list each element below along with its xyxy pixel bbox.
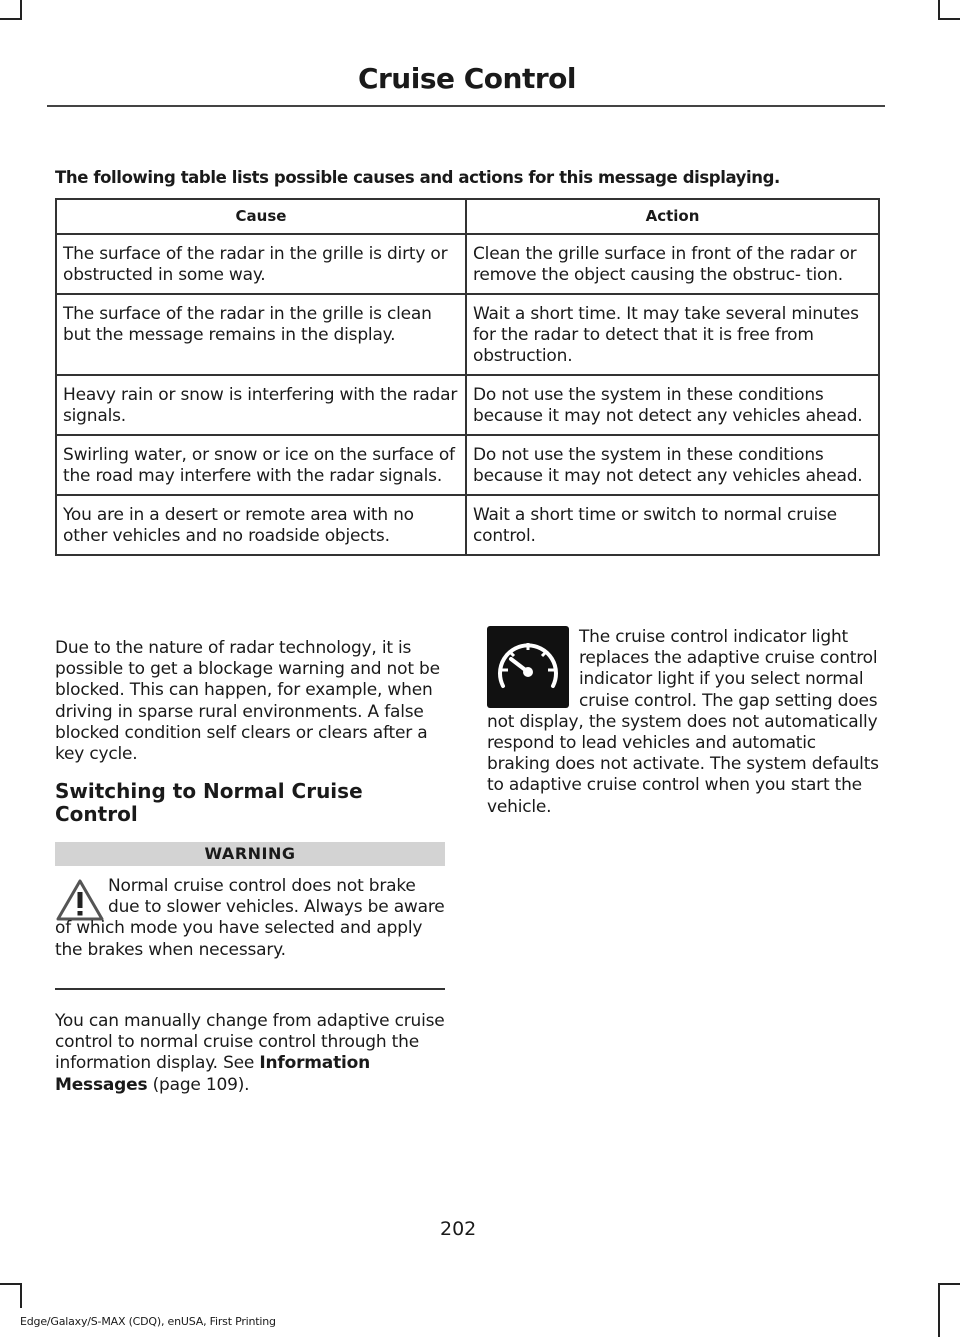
page-reference: (page 109). bbox=[147, 1074, 250, 1095]
warning-icon-spacer bbox=[55, 876, 108, 918]
indicator-body: The cruise control indicator light replaces the adaptive cruise control indicator light if you select normal cruise control. The gap setting does not display, the system does not automatically respond to lead vehicles and automatic braking does not activate. The system defaults to adaptive cruise control when you start the vehicle. bbox=[487, 627, 879, 817]
crop-mark bbox=[0, 1283, 22, 1285]
action-cell: Do not use the system in these conditions because it may not detect any vehicles ahead. bbox=[466, 375, 879, 435]
action-cell: Clean the grille surface in front of the radar or remove the object causing the obstruc- tion. bbox=[466, 234, 879, 294]
table-row bbox=[56, 495, 879, 555]
radar-blockage-paragraph: Due to the nature of radar technology, it is possible to get a blockage warning and not be blocked. This can happen, for example, when driving in sparse rural environments. A false blocked condition self clears or clears after a key cycle. bbox=[55, 638, 440, 765]
action-cell: Wait a short time or switch to normal cruise control. bbox=[466, 495, 879, 555]
action-cell: Wait a short time. It may take several minutes for the radar to detect that it is free from obstruction. bbox=[466, 294, 879, 375]
column-header-cause: Cause bbox=[56, 199, 466, 234]
page-number: 202 bbox=[440, 1218, 477, 1240]
cause-cell: Swirling water, or snow or ice on the surface of the road may interfere with the radar signals. bbox=[56, 435, 466, 495]
table-row bbox=[56, 234, 879, 294]
table-row bbox=[56, 294, 879, 375]
title-divider bbox=[47, 105, 885, 107]
crop-mark bbox=[938, 0, 940, 20]
section-heading: Switching to Normal Cruise Control bbox=[55, 779, 363, 826]
information-messages-link[interactable]: Information Messages bbox=[55, 1053, 370, 1095]
table-row bbox=[56, 435, 879, 495]
crop-mark bbox=[938, 18, 960, 20]
crop-mark bbox=[0, 18, 22, 20]
causes-actions-table bbox=[55, 198, 880, 556]
cause-cell: Heavy rain or snow is interfering with the radar signals. bbox=[56, 375, 466, 435]
manual-switch-paragraph bbox=[55, 1011, 447, 1096]
cause-cell: The surface of the radar in the grille is dirty or obstructed in some way. bbox=[56, 234, 466, 294]
crop-mark bbox=[20, 1283, 22, 1308]
table-row bbox=[56, 375, 879, 435]
warning-text bbox=[55, 876, 447, 961]
cause-cell: You are in a desert or remote area with no other vehicles and no roadside objects. bbox=[56, 495, 466, 555]
indicator-icon-spacer bbox=[487, 627, 579, 711]
cause-cell: The surface of the radar in the grille is clean but the message remains in the display. bbox=[56, 294, 466, 375]
warning-body: Normal cruise control does not brake due to slower vehicles. Always be aware of which mode you have selected and apply the brakes when necessary. bbox=[55, 876, 445, 960]
warning-label: WARNING bbox=[55, 842, 445, 866]
edition-footer: Edge/Galaxy/S-MAX (CDQ), enUSA, First Printing bbox=[20, 1315, 276, 1328]
crop-mark bbox=[938, 1283, 940, 1337]
column-header-action: Action bbox=[466, 199, 879, 234]
warning-divider bbox=[55, 988, 445, 990]
action-cell: Do not use the system in these conditions because it may not detect any vehicles ahead. bbox=[466, 435, 879, 495]
crop-mark bbox=[20, 0, 22, 20]
table-intro: The following table lists possible causes and actions for this message displaying. bbox=[55, 168, 780, 187]
manual-switch-text: You can manually change from adaptive cruise control to normal cruise control through the information display. See bbox=[55, 1011, 445, 1074]
table-header-row bbox=[56, 199, 879, 234]
indicator-paragraph bbox=[487, 627, 879, 818]
crop-mark bbox=[938, 1283, 960, 1285]
page-title: Cruise Control bbox=[357, 62, 576, 95]
